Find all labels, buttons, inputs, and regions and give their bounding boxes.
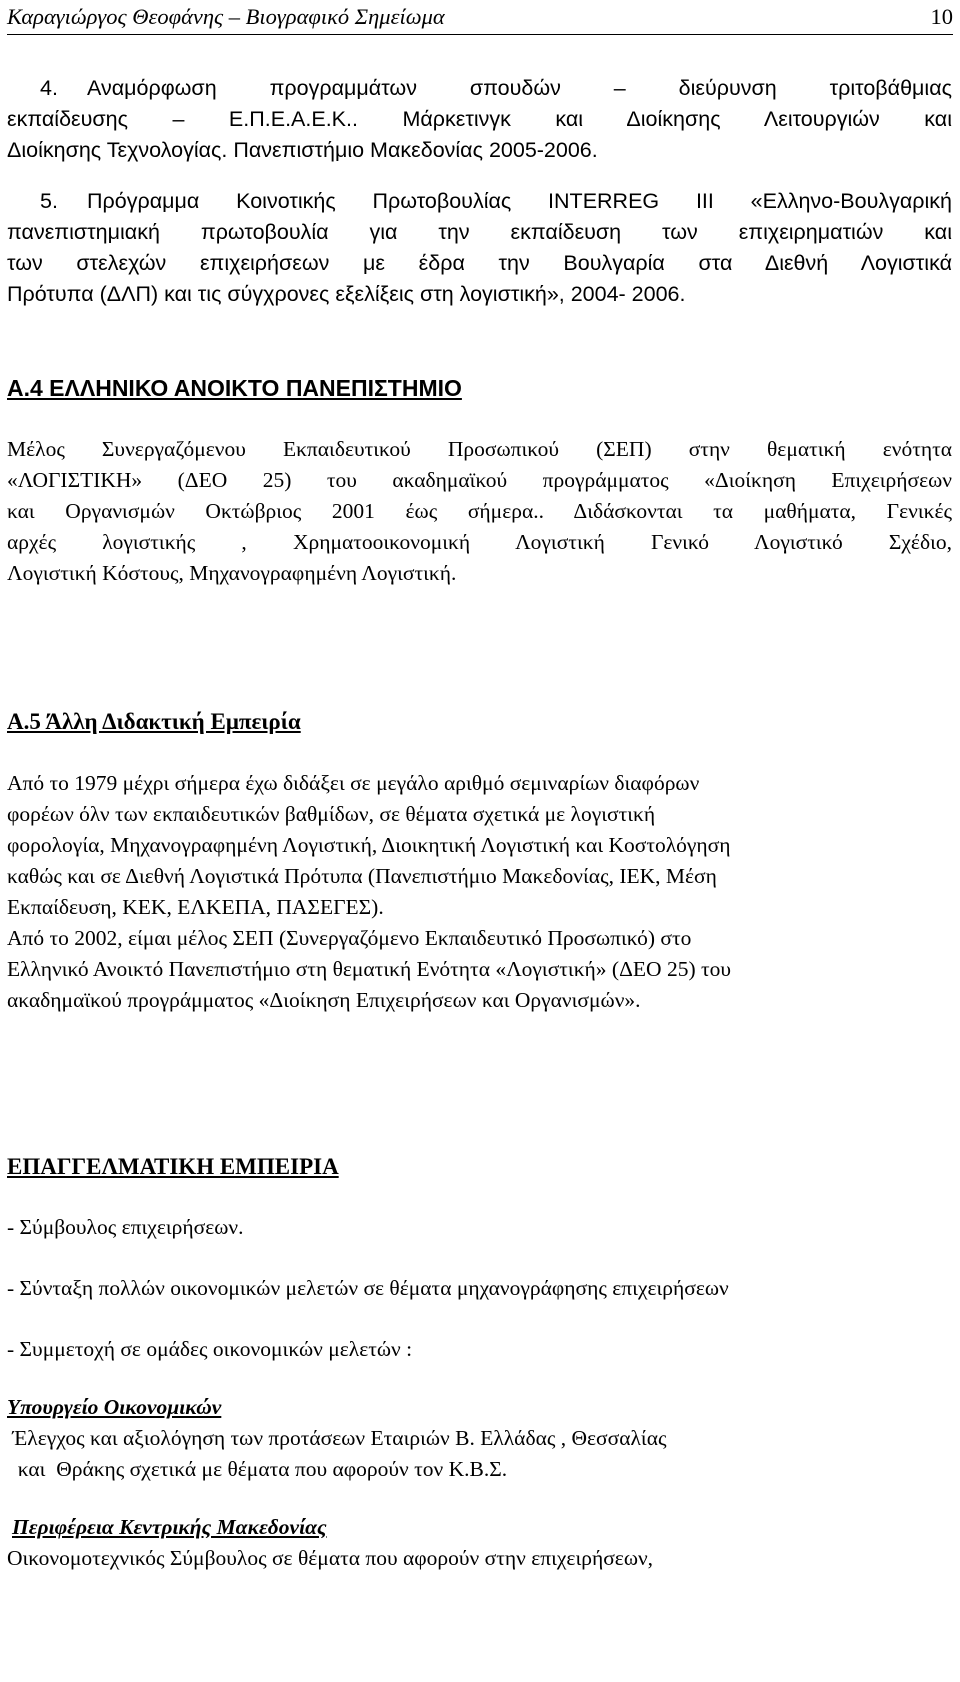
- subheading-region: Περιφέρεια Κεντρικής Μακεδονίας: [12, 1515, 327, 1539]
- section-heading-a4: Α.4 ΕΛΛΗΝΙΚΟ ΑΝΟΙΚΤΟ ΠΑΝΕΠΙΣΤΗΜΙΟ: [7, 375, 462, 401]
- bullet-item: - Συμμετοχή σε ομάδες οικονομικών μελετών :: [7, 1337, 413, 1361]
- item-number: 5.: [40, 189, 58, 213]
- paragraph-line: Λογιστική Κόστους, Μηχανογραφημένη Λογιστική.: [7, 561, 457, 585]
- paragraph-line: Από το 1979 μέχρι σήμερα έχω διδάξει σε μεγάλο αριθμό σεμιναρίων διαφόρων: [7, 771, 700, 795]
- paragraph-line: «ΛΟΓΙΣΤΙΚΗ» (ΔΕΟ 25) του ακαδημαϊκού προγράμματος «Διοίκηση Επιχειρήσεων: [7, 468, 952, 492]
- item-number: 4.: [40, 76, 58, 100]
- section-heading-professional: ΕΠΑΓΓΕΛΜΑΤΙΚΗ ΕΜΠΕΙΡΙΑ: [7, 1154, 339, 1179]
- header-divider: [7, 34, 953, 35]
- paragraph-line: Από το 2002, είμαι μέλος ΣΕΠ (Συνεργαζόμενο Εκπαιδευτικό Προσωπικό) στο: [7, 926, 692, 950]
- paragraph-line: Εκπαίδευση, ΚΕΚ, ΕΛΚΕΠΑ, ΠΑΣΕΓΕΣ).: [7, 895, 384, 919]
- paragraph-line: Ελληνικό Ανοικτό Πανεπιστήμιο στη θεματική Ενότητα «Λογιστική» (ΔΕΟ 25) του: [7, 957, 732, 981]
- item-line: Διοίκησης Τεχνολογίας. Πανεπιστήμιο Μακεδονίας 2005-2006.: [7, 138, 598, 162]
- paragraph-line: Οικονομοτεχνικός Σύμβουλος σε θέματα που αφορούν στην επιχειρήσεων,: [7, 1546, 654, 1570]
- item-line: πανεπιστημιακή πρωτοβουλία για την εκπαίδευση των επιχειρηματιών και: [7, 220, 952, 244]
- paragraph-line: και Οργανισμών Οκτώβριος 2001 έως σήμερα.. Διδάσκονται τα μαθήματα, Γενικές: [7, 499, 952, 523]
- page-header: [7, 2, 953, 32]
- item-line: των στελεχών επιχειρήσεων με έδρα την Βουλγαρία στα Διεθνή Λογιστικά: [7, 251, 952, 275]
- section-heading-a5: Α.5 Άλλη Διδακτική Εμπειρία: [7, 709, 301, 734]
- paragraph-line: καθώς και σε Διεθνή Λογιστικά Πρότυπα (Πανεπιστήμιο Μακεδονίας, ΙΕΚ, Μέση: [7, 864, 717, 888]
- item-line: εκπαίδευσης – Ε.Π.Ε.Α.Ε.Κ.. Μάρκετινγκ και Διοίκησης Λειτουργιών και: [7, 107, 952, 131]
- page-number: 10: [930, 4, 953, 29]
- bullet-item: - Σύμβουλος επιχειρήσεων.: [7, 1215, 244, 1239]
- header-title: Καραγιώργος Θεοφάνης – Βιογραφικό Σημείωμα: [7, 4, 445, 29]
- paragraph-line: Μέλος Συνεργαζόμενου Εκπαιδευτικού Προσωπικού (ΣΕΠ) στην θεματική ενότητα: [7, 437, 952, 461]
- bullet-item: - Σύνταξη πολλών οικονομικών μελετών σε θέματα μηχανογράφησης επιχειρήσεων: [7, 1276, 729, 1300]
- paragraph-line: ακαδημαϊκού προγράμματος «Διοίκηση Επιχειρήσεων και Οργανισμών».: [7, 988, 641, 1012]
- paragraph-line: Έλεγχος και αξιολόγηση των προτάσεων Εταιριών Β. Ελλάδας , Θεσσαλίας: [7, 1426, 667, 1450]
- subheading-ministry: Υπουργείο Οικονομικών: [7, 1395, 222, 1419]
- item-line: Πρότυπα (ΔΛΠ) και τις σύγχρονες εξελίξεις στη λογιστική», 2004- 2006.: [7, 282, 686, 306]
- paragraph-line: αρχές λογιστικής , Χρηματοοικονομική Λογιστική Γενικό Λογιστικό Σχέδιο,: [7, 530, 952, 554]
- item-line: Πρόγραμμα Κοινοτικής Πρωτοβουλίας INTERREG III «Ελληνο-Βουλγαρική: [87, 189, 952, 213]
- paragraph-line: φορέων όλν των εκπαιδευτικών βαθμίδων, σε θέματα σχετικά με λογιστική: [7, 802, 656, 826]
- paragraph-line: και Θράκης σχετικά με θέματα που αφορούν τον Κ.Β.Σ.: [7, 1457, 508, 1481]
- paragraph-line: φορολογία, Μηχανογραφημένη Λογιστική, Διοικητική Λογιστική και Κοστολόγηση: [7, 833, 731, 857]
- item-line: Αναμόρφωση προγραμμάτων σπουδών – διεύρυνση τριτοβάθμιας: [87, 76, 952, 100]
